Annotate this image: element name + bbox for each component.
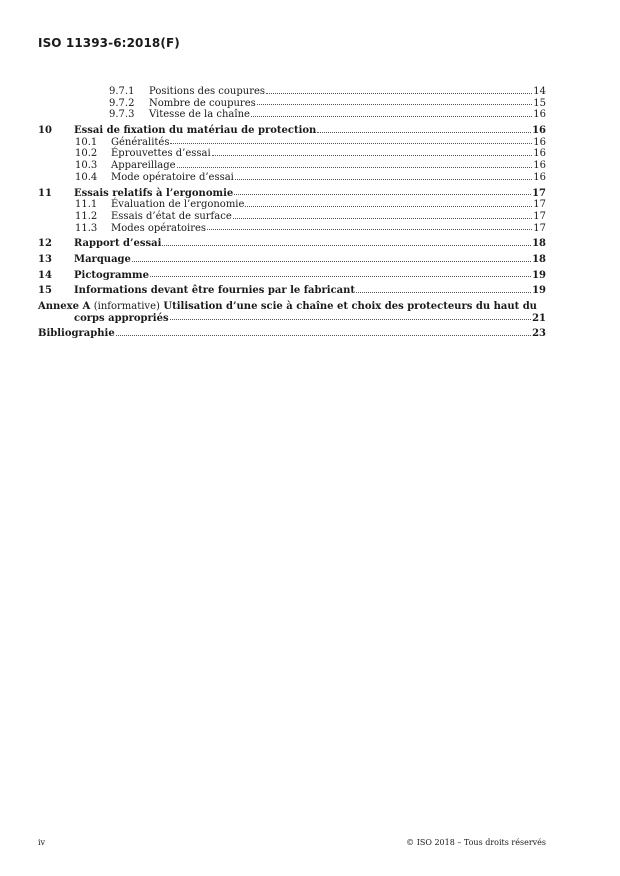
dot-leader [266, 93, 532, 94]
toc-title: Généralités [111, 136, 170, 148]
toc-page: 23 [532, 328, 546, 340]
toc-title: Évaluation de l’ergonomie [111, 199, 245, 211]
page-number: iv [38, 838, 46, 847]
toc-entry[interactable] [38, 223, 546, 235]
toc-page: 21 [532, 312, 546, 324]
toc-entry[interactable] [38, 125, 546, 137]
toc-entry[interactable] [38, 285, 546, 297]
toc-title: Essais relatifs à l’ergonomie [74, 187, 234, 199]
annex-label: Annexe A [38, 301, 91, 312]
toc-number: 13 [38, 253, 52, 265]
toc-entry[interactable] [38, 238, 546, 250]
toc-number: 11.1 [75, 199, 98, 211]
toc-title: Pictogramme [74, 269, 149, 281]
toc-number: 9.7.1 [109, 86, 135, 97]
toc-page: 14 [533, 86, 546, 97]
dot-leader [177, 167, 533, 168]
toc-page: 17 [533, 199, 546, 211]
toc-number: 12 [38, 238, 52, 250]
dot-leader [251, 116, 532, 117]
toc-title: Essais d’état de surface [111, 210, 232, 222]
dot-leader [116, 335, 531, 336]
toc-page: 15 [533, 97, 546, 109]
dot-leader [170, 143, 532, 144]
dot-leader [235, 179, 532, 180]
toc-title: Modes opératoires [111, 222, 207, 234]
toc-page: 16 [533, 136, 546, 148]
toc-bibliography-entry[interactable] [38, 328, 546, 340]
toc-number: 10 [38, 125, 52, 137]
toc-entry[interactable] [38, 270, 546, 282]
dot-leader [162, 245, 531, 246]
toc-number: 9.7.3 [109, 109, 135, 121]
toc-entry[interactable] [38, 172, 546, 184]
toc-page: 16 [533, 109, 546, 121]
toc-entry[interactable] [38, 211, 546, 223]
dot-leader [233, 218, 533, 219]
toc-page: 19 [532, 285, 546, 297]
toc-title: Bibliographie [38, 328, 115, 340]
toc-page: 16 [533, 160, 546, 172]
toc-entry[interactable] [38, 109, 546, 121]
toc-page: 18 [532, 253, 546, 265]
toc-title: Marquage [74, 253, 131, 265]
table-of-contents [38, 86, 546, 340]
toc-number: 11 [38, 187, 52, 199]
toc-number: 10.3 [75, 160, 98, 172]
dot-leader [170, 319, 531, 320]
toc-number: 10.4 [75, 171, 98, 183]
toc-entry[interactable] [38, 199, 546, 211]
toc-number: 10.1 [75, 136, 98, 148]
toc-entry[interactable] [38, 98, 546, 110]
toc-title: Positions des coupures [149, 86, 266, 97]
toc-entry[interactable] [38, 148, 546, 160]
toc-title: Mode opératoire d’essai [111, 171, 234, 183]
toc-entry[interactable] [38, 160, 546, 172]
toc-entry[interactable] [38, 188, 546, 200]
toc-number: 9.7.2 [109, 97, 135, 109]
toc-title: Informations devant être fournies par le fabricant [74, 285, 356, 297]
toc-title: Essai de fixation du matériau de protection [74, 125, 317, 137]
toc-title: Rapport d’essai [74, 238, 162, 250]
dot-leader [317, 132, 531, 133]
toc-title: Vitesse de la chaîne [149, 109, 250, 121]
toc-number: 10.2 [75, 148, 98, 160]
toc-page: 16 [533, 171, 546, 183]
toc-page: 18 [532, 238, 546, 250]
toc-annex-entry[interactable] [38, 301, 546, 324]
toc-title: Éprouvettes d’essai [111, 148, 211, 160]
toc-number: 11.2 [75, 210, 98, 222]
dot-leader [132, 261, 531, 262]
toc-page: 17 [532, 187, 546, 199]
page-footer [38, 838, 546, 847]
annex-title-line2: corps appropriés [74, 312, 169, 324]
toc-title: Nombre de coupures [149, 97, 256, 109]
dot-leader [245, 206, 532, 207]
document-id: ISO 11393-6:2018(F) [38, 36, 180, 50]
copyright-notice: © ISO 2018 – Tous droits réservés [406, 838, 546, 847]
dot-leader [356, 292, 531, 293]
annex-heading [38, 301, 546, 313]
toc-number: 15 [38, 285, 52, 297]
annex-title-line1: Utilisation d’une scie à chaîne et choix des protecteurs du haut du [163, 301, 537, 312]
annex-title-continuation [38, 313, 546, 325]
dot-leader [257, 104, 533, 105]
dot-leader [150, 276, 531, 277]
toc-page: 16 [533, 148, 546, 160]
toc-number: 14 [38, 269, 52, 281]
toc-page: 17 [533, 222, 546, 234]
toc-page: 19 [532, 269, 546, 281]
toc-entry[interactable] [38, 86, 546, 98]
annex-qualifier: (informative) [93, 301, 160, 312]
toc-page: 17 [533, 210, 546, 222]
toc-entry[interactable] [38, 254, 546, 266]
dot-leader [234, 194, 531, 195]
toc-entry[interactable] [38, 137, 546, 149]
toc-number: 11.3 [75, 222, 98, 234]
toc-page: 16 [532, 125, 546, 137]
dot-leader [207, 229, 532, 230]
dot-leader [212, 155, 533, 156]
toc-title: Appareillage [111, 160, 176, 172]
